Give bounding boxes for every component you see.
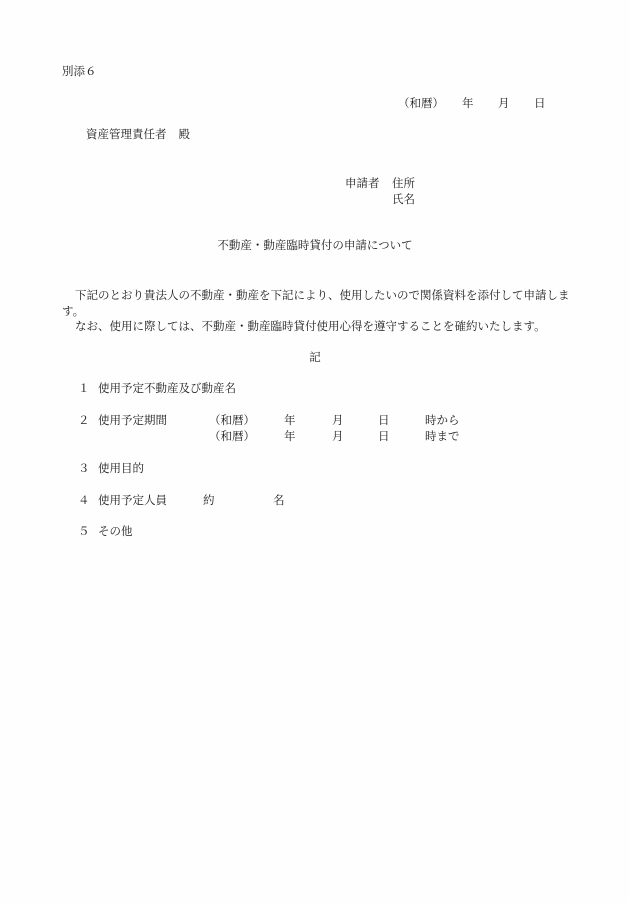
date-month: 月 [498, 96, 510, 110]
period-to-row [209, 429, 460, 443]
period-from-row [209, 413, 460, 427]
body-paragraph-1: 下記のとおり貴法人の不動産・動産を下記により、使用したいので関係資料を添付して申請します。 [62, 288, 570, 318]
period-from-suffix: 時から [425, 413, 460, 427]
ki-heading: 記 [309, 350, 321, 364]
people-approx: 約 [203, 493, 215, 507]
addressee [86, 127, 190, 141]
item-label: 使用予定人員 [98, 493, 167, 507]
item-label: 使用目的 [98, 461, 144, 475]
item-number: ３ [78, 461, 90, 475]
period-from-day: 日 [378, 413, 390, 427]
list-item [78, 461, 144, 475]
addressee-title: 資産管理責任者 [86, 127, 167, 141]
item-label: 使用予定不動産及び動産名 [98, 381, 236, 395]
period-from-month: 月 [332, 413, 344, 427]
item-number: １ [78, 381, 90, 395]
list-item [78, 493, 167, 507]
applicant-label: 申請者 [345, 176, 380, 190]
people-unit: 名 [273, 493, 285, 507]
applicant-name-label: 氏名 [392, 192, 415, 206]
date-day: 日 [534, 96, 546, 110]
date-line [398, 96, 546, 110]
item-number: ５ [78, 524, 90, 538]
list-item [78, 524, 133, 538]
applicant-address-label: 住所 [392, 176, 415, 190]
date-era: （和暦） [398, 96, 444, 110]
period-to-day: 日 [378, 429, 390, 443]
period-to-year: 年 [284, 429, 296, 443]
list-item [78, 413, 167, 427]
date-year: 年 [462, 96, 474, 110]
period-to-month: 月 [332, 429, 344, 443]
list-item [78, 381, 236, 395]
item-label: その他 [98, 524, 133, 538]
attachment-label: 別添６ [62, 64, 97, 78]
period-from-era: （和暦） [209, 413, 255, 427]
item-number: ２ [78, 413, 90, 427]
period-from-year: 年 [284, 413, 296, 427]
period-to-suffix: 時まで [425, 429, 460, 443]
document-title: 不動産・動産臨時貸付の申請について [217, 238, 413, 252]
body-paragraph-2: なお、使用に際しては、不動産・動産臨時貸付使用心得を遵守することを確約いたします。 [75, 319, 546, 333]
item-number: ４ [78, 493, 90, 507]
item-label: 使用予定期間 [98, 413, 167, 427]
addressee-honorific: 殿 [178, 127, 190, 141]
period-to-era: （和暦） [209, 429, 255, 443]
